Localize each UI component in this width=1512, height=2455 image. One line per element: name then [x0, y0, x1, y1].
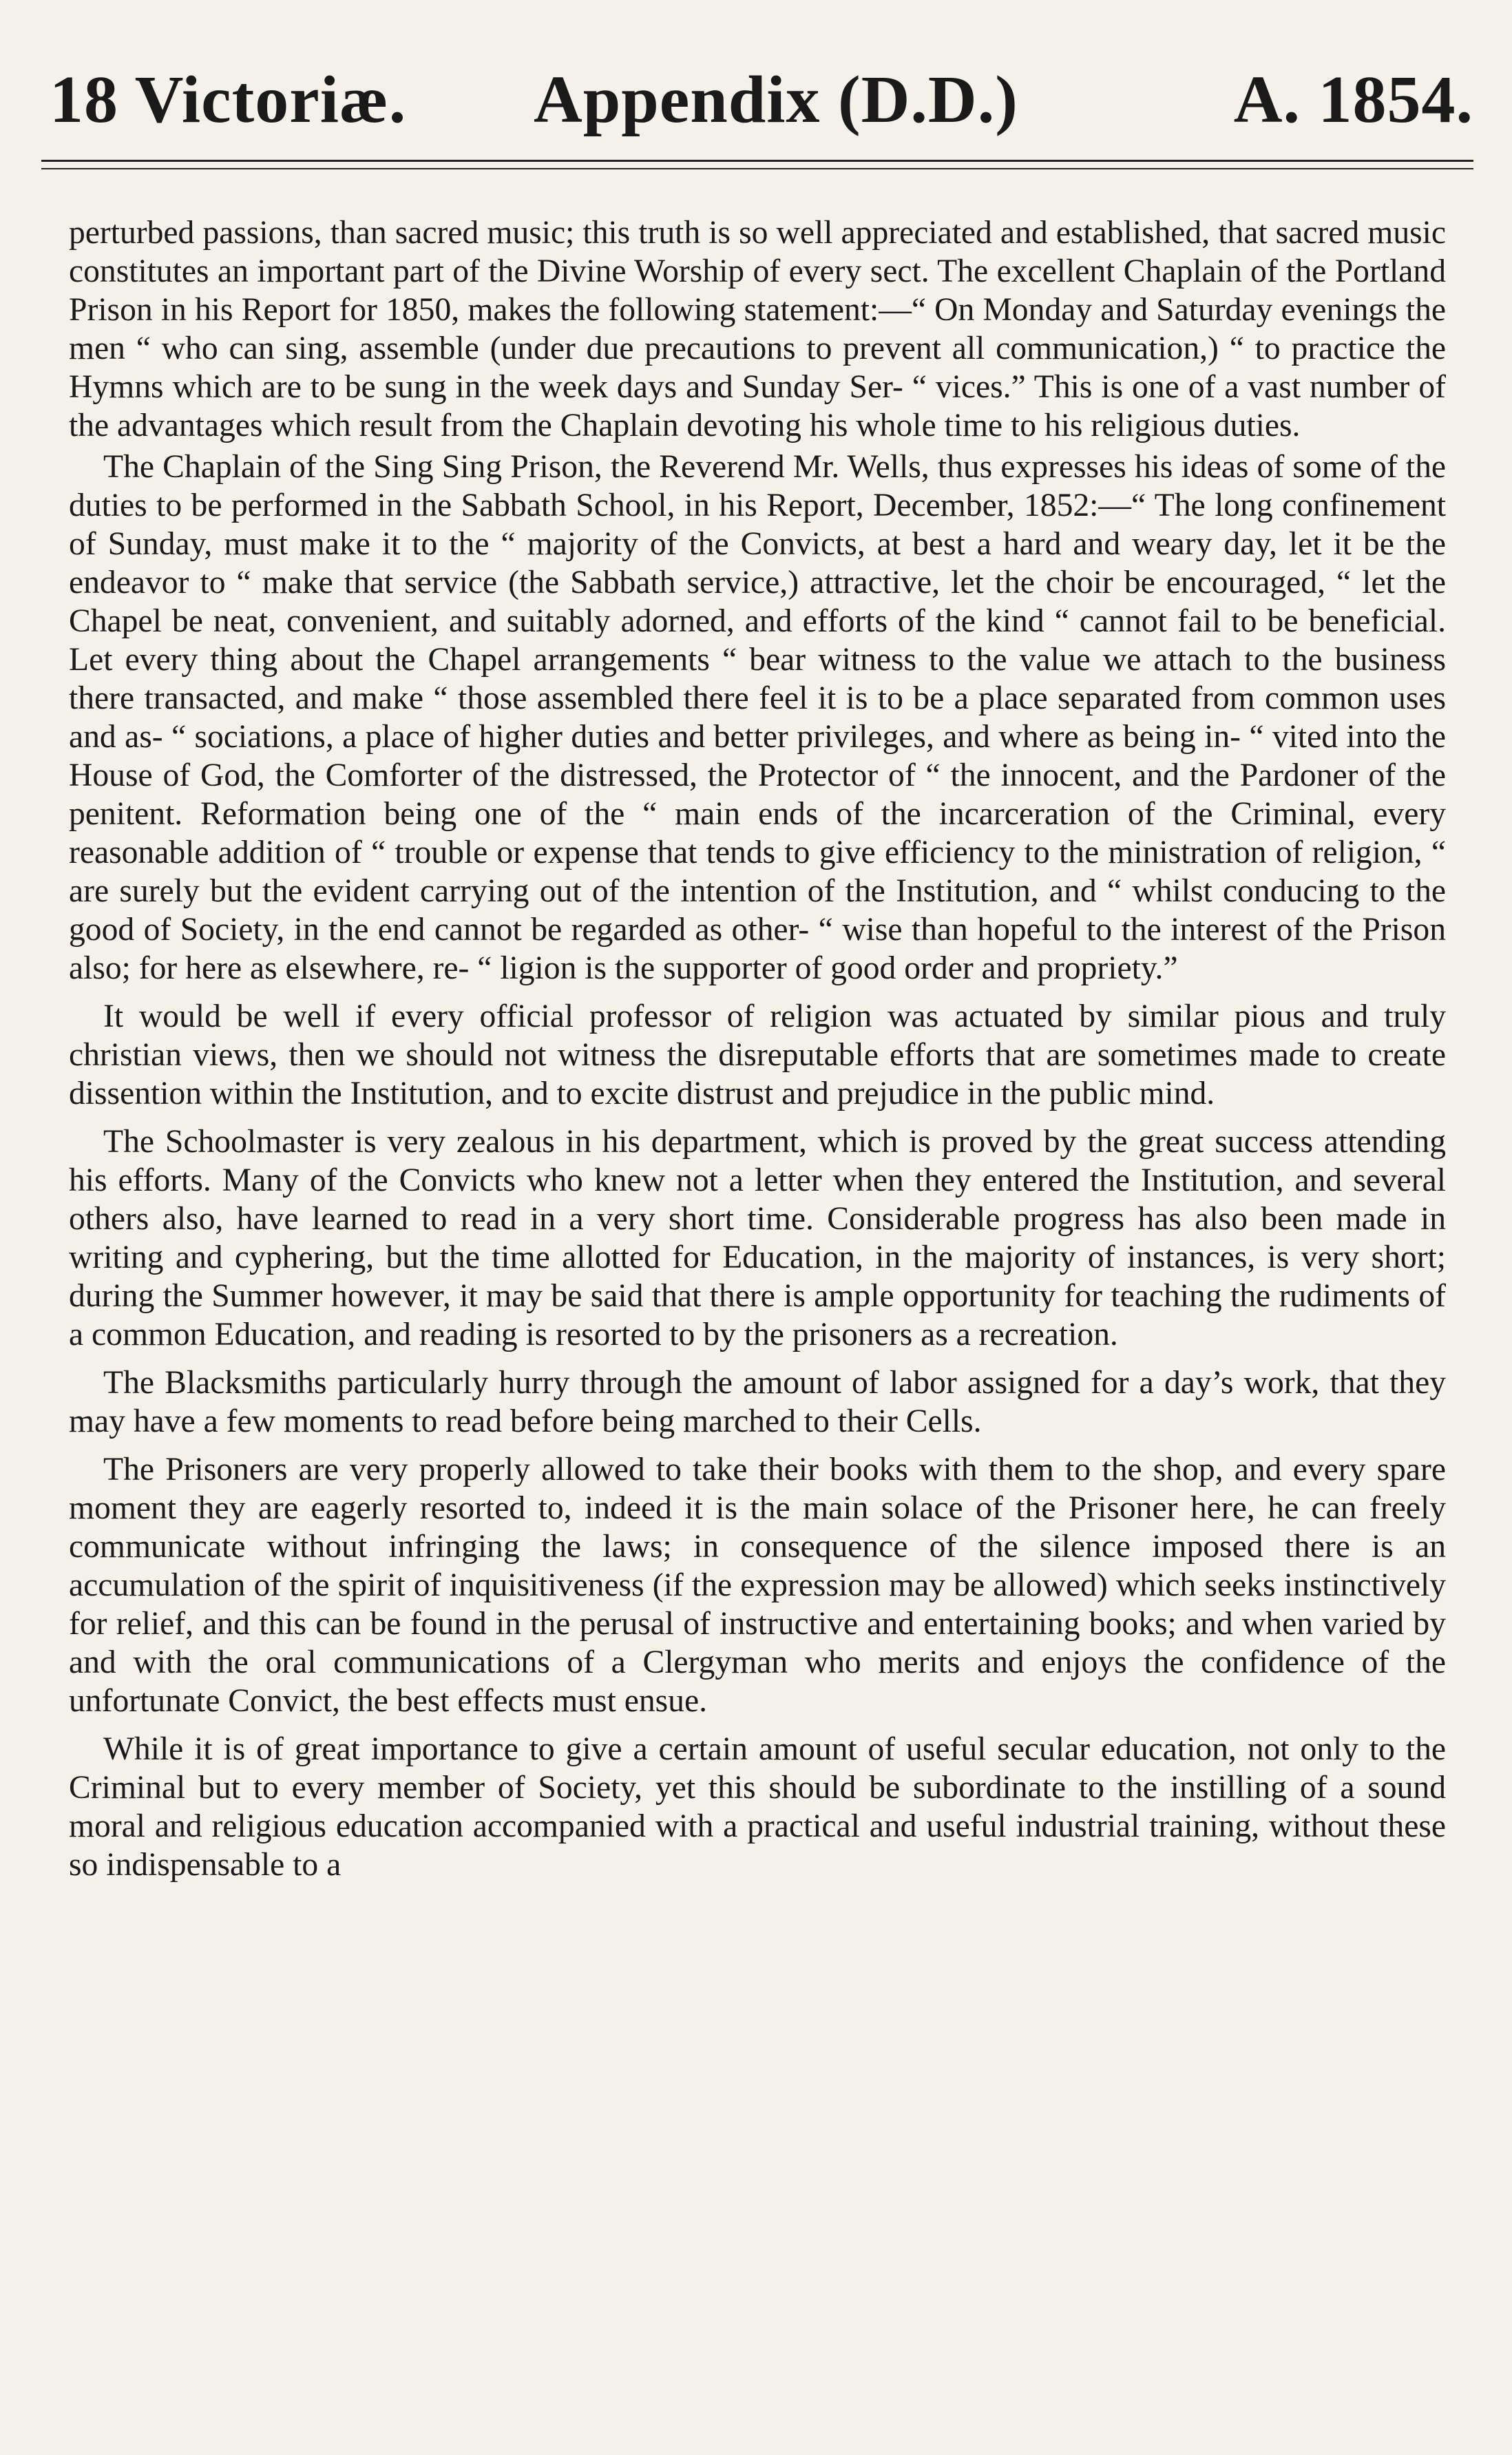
paragraph-schoolmaster: The Schoolmaster is very zealous in his department, which is proved by the great success attending his efforts. Many of the Convicts who knew not a letter when they entered the Institution, and several others also, have learned to read in a very short time. Considerable progress has also been made in writing and cyphering, but the time allotted for Education, in the majority of instances, is very short; during the Summer however, it may be said that there is ample opportunity for teaching the rudiments of a common Education, and reading is resorted to by the prisoners as a recreation. — [69, 1124, 1446, 1352]
header-rule-top — [41, 160, 1473, 162]
paragraph-sacred-music: perturbed passions, than sacred music; this truth is so well appreciated and established, that sacred music constitutes an important part of the Divine Worship of every sect. The excellent Chaplain of the Portland Prison in his Report for 1850, makes the following statement:—“ On Monday and Saturday evenings the men “ who can sing, assemble (under due precautions to prevent all communication,) “ to practice the Hymns which are to be sung in the week days and Sunday Ser- “ vices.” This is one of a vast number of the advantages which result from the Chaplain devoting his whole time to his religious duties. — [69, 215, 1446, 443]
header-appendix: Appendix (D.D.) — [534, 63, 1018, 137]
paragraph-secular-education: While it is of great importance to give a certain amount of useful secular education, not only to the Criminal but to every member of Society, yet this should be subordinate to the instilling of a sound moral and religious education accompanied with a practical and useful industrial training, without these so indispensable to a — [69, 1731, 1446, 1883]
paragraph-blacksmiths: The Blacksmiths particularly hurry through the amount of labor assigned for a day’s work, that they may have a few moments to read before being marched to their Cells. — [69, 1365, 1446, 1439]
paragraph-sing-sing-chaplain: The Chaplain of the Sing Sing Prison, the Reverend Mr. Wells, thus expresses his ideas of some of the duties to be performed in the Sabbath School, in his Report, December, 1852:—“ The long confinement of Sunday, must make it to the “ majority of the Convicts, at best a hard and weary day, let it be the endeavor to “ make that service (the Sabbath service,) attractive, let the choir be encouraged, “ let the Chapel be neat, convenient, and suitably adorned, and efforts of the kind “ cannot fail to be beneficial. Let every thing about the Chapel arrangements “ bear witness to the value we attach to the business there transacted, and make “ those assembled there feel it is to be a place separated from common uses and as- “ sociations, a place of higher duties and better privileges, and where as being in- “ vited into the House of God, the Comforter of the distressed, the Protector of “ the innocent, and the Pardoner of the penitent. Reformation being one of the “ main ends of the incarceration of the Criminal, every reasonable addition of “ trouble or expense that tends to give efficiency to the ministration of religion, “ are surely but the evident carrying out of the intention of the Institution, and “ whilst conducing to the good of Society, in the end cannot be regarded as other- “ wise than hopeful to the interest of the Prison also; for here as elsewhere, re- “ ligion is the supporter of good order and propriety.” — [69, 449, 1446, 986]
header-year: A. 1854. — [1233, 63, 1473, 137]
body-text — [69, 213, 1446, 2438]
header-rule-bottom — [41, 168, 1473, 169]
paragraph-official-professor: It would be well if every official professor of religion was actuated by similar pious and truly christian views, then we should not witness the disreputable efforts that are sometimes made to create dissention within the Institution, and to excite distrust and prejudice in the public mind. — [69, 999, 1446, 1111]
header-session: 18 Victoriæ. — [50, 63, 407, 137]
paragraph-prisoners-books: The Prisoners are very properly allowed to take their books with them to the shop, and every spare moment they are eagerly resorted to, indeed it is the main solace of the Prisoner here, he can freely communicate without infringing the laws; in consequence of the silence imposed there is an accumulation of the spirit of inquisitiveness (if the expression may be allowed) which seeks instinctively for relief, and this can be found in the perusal of instructive and entertaining books; and when varied by and with the oral communications of a Clergyman who merits and enjoys the confidence of the unfortunate Convict, the best effects must ensue. — [69, 1452, 1446, 1719]
page-header — [41, 55, 1473, 152]
